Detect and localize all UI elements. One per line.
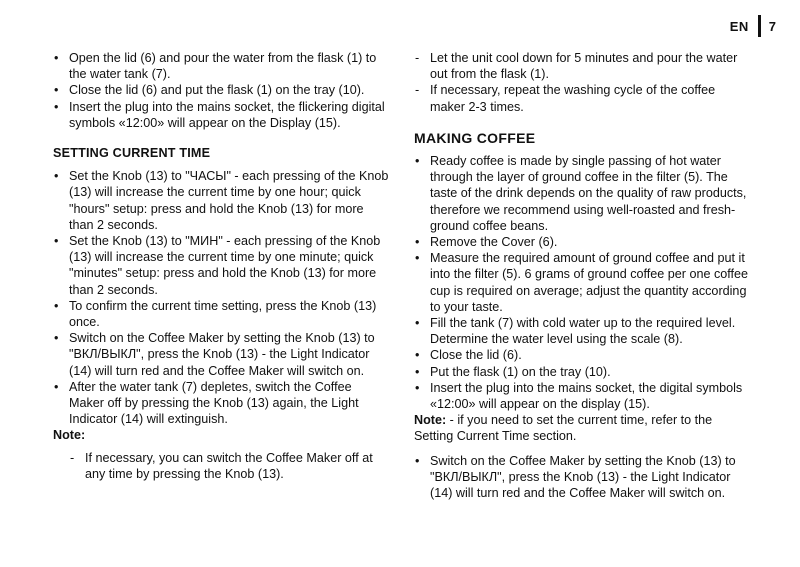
list-item: • Set the Knob (13) to "ЧАСЫ" - each pressing of the Knob (13) will increase the current time by one hour; quick "hours" setup: press and hold the Knob (13) for more than 2 seconds. [53,168,389,233]
final-list [414,453,750,502]
list-item: • Ready coffee is made by single passing of hot water through the layer of ground coffee in the filter (5). The taste of the drink depends on the quality of raw products, therefore we recommend using well-roasted and fresh-ground coffee beans. [414,153,750,234]
list-item: • Insert the plug into the mains socket, the flickering digital symbols «12:00» will appear on the Display (15). [53,99,389,131]
note-paragraph [414,412,750,444]
setting-time-list [53,168,389,427]
note-list [53,450,389,482]
making-coffee-list [414,153,750,412]
list-item: • Insert the plug into the mains socket, the digital symbols «12:00» will appear on the display (15). [414,380,750,412]
list-item: • Close the lid (6) and put the flask (1) on the tray (10). [53,82,389,98]
list-item: • Fill the tank (7) with cold water up to the required level. Determine the water level using the scale (8). [414,315,750,347]
list-item: • Measure the required amount of ground coffee and put it into the filter (5). 6 grams of ground coffee per one coffee cup is required on average; adjust the quantity according to your taste. [414,250,750,315]
language-label: EN [729,18,749,34]
list-item: • Put the flask (1) on the tray (10). [414,364,750,380]
section-heading-setting-time: SETTING CURRENT TIME [53,146,211,161]
list-item: - If necessary, repeat the washing cycle of the coffee maker 2-3 times. [414,82,750,114]
note-label: Note: [414,413,447,428]
intro-list [53,50,389,131]
left-column [53,50,389,482]
section-heading-making-coffee: MAKING COFFEE [414,129,536,146]
list-item: • To confirm the current time setting, press the Knob (13) once. [53,298,389,330]
note-text: - if you need to set the current time, refer to the Setting Current Time section. [414,413,713,444]
list-item: • Set the Knob (13) to "МИН" - each pressing of the Knob (13) will increase the current time by one minute; quick "minutes" setup: press and hold the Knob (13) for more than 2 seconds. [53,233,389,298]
list-item: • Remove the Cover (6). [414,234,750,250]
list-item: - If necessary, you can switch the Coffee Maker off at any time by pressing the Knob (13). [53,450,389,482]
list-item: • After the water tank (7) depletes, switch the Coffee Maker off by pressing the Knob (13) again, the Light Indicator (14) will extinguish. [53,379,389,428]
header-divider [758,15,761,37]
list-item: • Switch on the Coffee Maker by setting the Knob (13) to "ВКЛ/ВЫКЛ", press the Knob (13) - the Light Indicator (14) will turn red and the Coffee Maker will switch on. [414,453,750,502]
list-item: • Switch on the Coffee Maker by setting the Knob (13) to "ВКЛ/ВЫКЛ", press the Knob (13) - the Light Indicator (14) will turn red and the Coffee Maker will switch on. [53,330,389,379]
washing-list [414,50,750,115]
right-column [414,50,750,501]
page-header [730,15,776,37]
list-item: - Let the unit cool down for 5 minutes and pour the water out from the flask (1). [414,50,750,82]
page-number: 7 [768,18,776,34]
list-item: • Open the lid (6) and pour the water from the flask (1) to the water tank (7). [53,50,389,82]
note-heading: Note: [53,428,86,443]
list-item: • Close the lid (6). [414,347,750,363]
